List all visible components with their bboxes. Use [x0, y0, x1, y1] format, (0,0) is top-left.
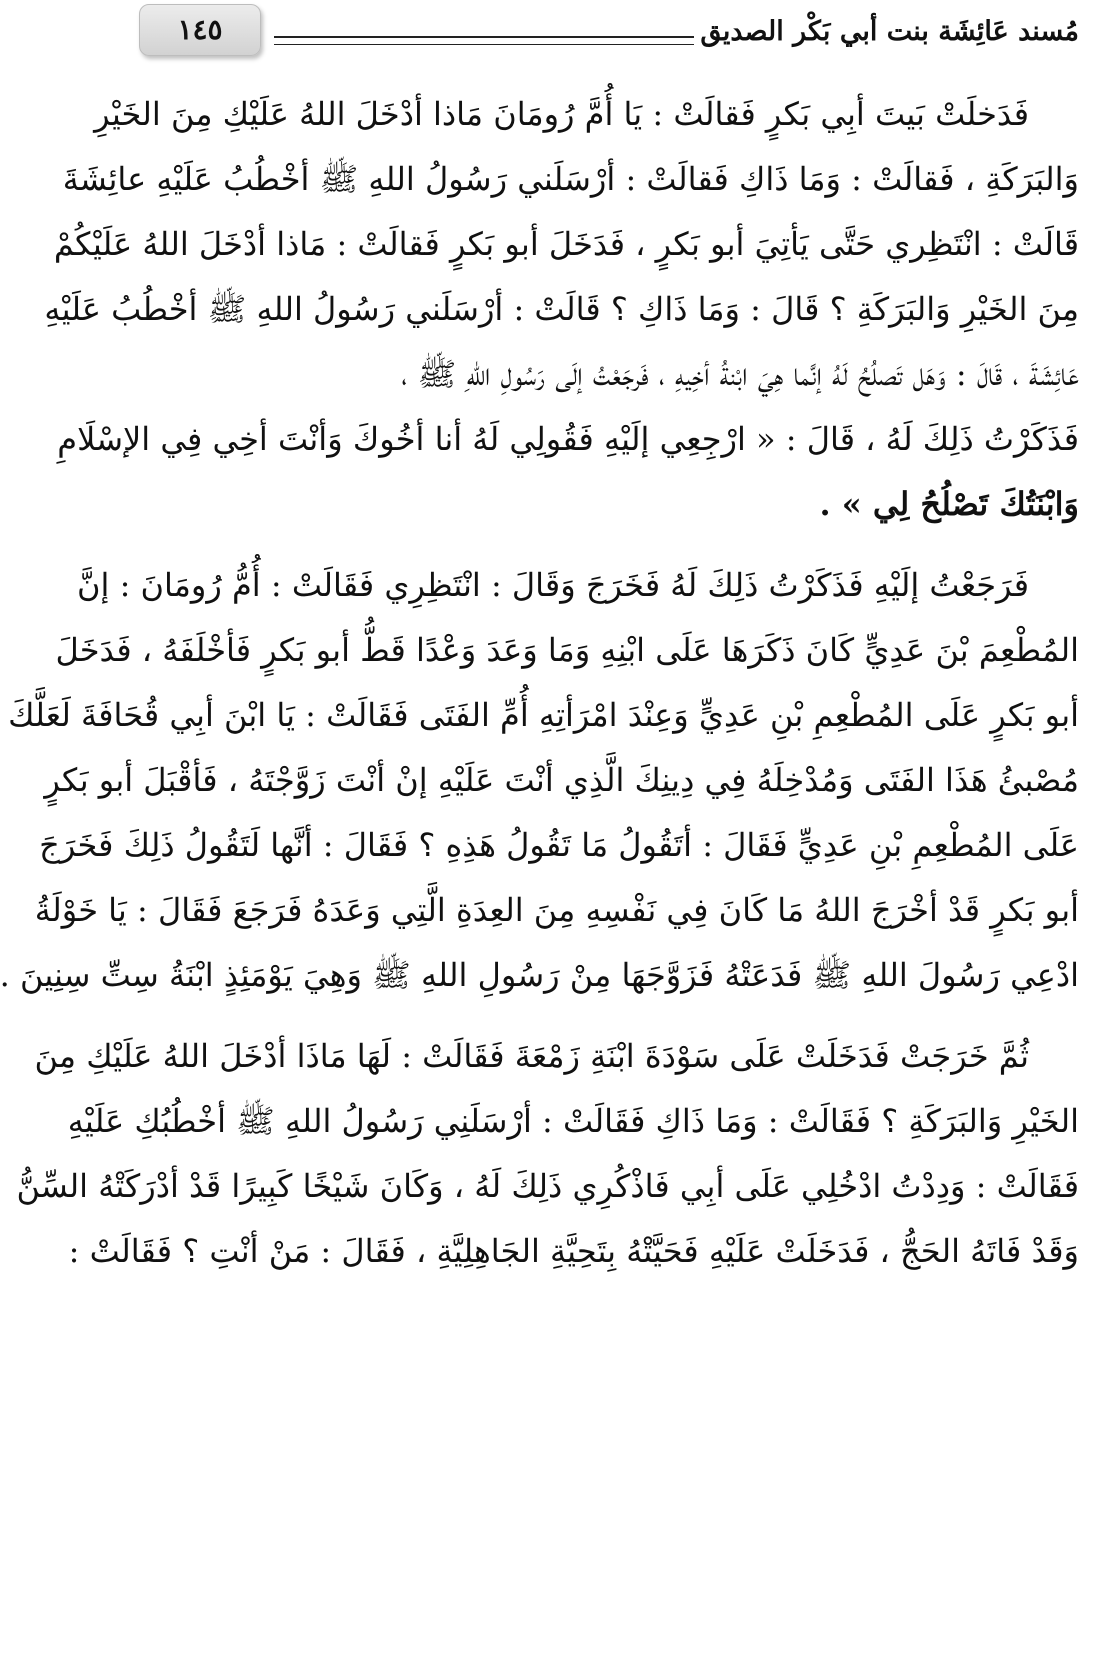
text-line: ثُمَّ خَرَجَتْ فَدَخَلَتْ عَلَى سَوْدَةَ ابْنَةِ زَمْعَةَ فَقَالَتْ : لَهَا مَاذَا أدْخَلَ اللهُ عَلَيْكِ مِنَ — [34, 1037, 1029, 1075]
text-line: فَدَخلَتْ بَيتَ أبِي بَكرٍ فَقالَتْ : يَا أُمَّ رُومَانَ مَاذا أدْخَلَ اللهُ عَلَيْكِ مِنَ الخَيْرِ — [94, 95, 1029, 133]
text-line: وَقَدْ فَاتَهُ الحَجُّ ، فَدَخَلَتْ عَلَيْهِ فَحَيَّتْهُ بِتَحِيَّةِ الجَاهِلِيَّةِ ، فَقَالَ : مَنْ أنْتِ ؟ فَقَالَتْ : — [68, 1232, 1079, 1270]
text-line: فَرَجَعْتُ إلَيْهِ فَذَكَرْتُ ذَلِكَ لَهُ فَخَرَجَ وَقَالَ : انْتَظِرِي فَقَالَتْ : أُمُّ رُومَانَ : إنَّ — [77, 566, 1029, 604]
text-line: عَلَى المُطْعِمِ بْنِ عَدِيٍّ فَقَالَ : أتَقُولُ مَا تَقُولُ هَذِهِ ؟ فَقَالَ : أنَّها لَتَقُولُ ذَلِكَ فَخَرَجَ — [39, 826, 1079, 864]
text-line: عَائِشَةَ ، قَالَ : وَهَل تَصلُحُ لَهُ إنَّما هِيَ ابْنةُ أخِيهِ ، فَرجَعْتُ إلَى رَسُولِ اللهِ ﷺ ، — [401, 355, 1079, 393]
header-rule — [274, 36, 694, 45]
text-line: ادْعِي رَسُولَ اللهِ ﷺ فَدَعَتْهُ فَزَوَّجَهَا مِنْ رَسُولِ اللهِ ﷺ وَهِيَ يَوْمَئِذٍ ابْنَةُ سِتِّ سِنِينَ . — [0, 956, 1079, 994]
text-line: المُطْعِمَ بْنَ عَدِيٍّ كَانَ ذَكَرَهَا عَلَى ابْنِهِ وَمَا وَعَدَ وَعْدًا قَطُّ أبو بَكرٍ فَأخْلَفَهُ ، فَدَخَلَ — [55, 631, 1079, 669]
text-line: فَذَكَرْتُ ذَلِكَ لَهُ ، قَالَ : « ارْجِعِي إلَيْهِ فَقُولِي لَهُ أنا أخُوكَ وَأنْتَ أخِي فِي الإسْلَامِ — [57, 420, 1079, 458]
page-number-badge: ١٤٥ — [139, 4, 261, 56]
text-line: وَابْنَتُكَ تَصْلُحُ لِي » . — [819, 485, 1079, 523]
text-line: الخَيْرِ وَالبَرَكَةِ ؟ فَقَالَتْ : وَمَا ذَاكِ فَقَالَتْ : أرْسَلَنِي رَسُولُ اللهِ ﷺ أخْطُبُكِ عَلَيْهِ — [67, 1102, 1079, 1140]
text-line: فَقَالَتْ : وَدِدْتُ ادْخُلِي عَلَى أبِي فَاذْكُرِي ذَلِكَ لَهُ ، وَكَانَ شَيْخًا كَبِيرًا قَدْ أدْرَكَتْهُ السِّنُّ — [16, 1167, 1079, 1205]
page-header — [129, 0, 1079, 68]
text-line: مُصْبئُ هَذَا الفَتَى وَمُدْخِلَهُ فِي دِينِكَ الَّذِي أنْتَ عَلَيْهِ إنْ أنْتَ زَوَّجْتَهُ ، فَأقْبَلَ أبو بَكرٍ — [44, 761, 1079, 799]
paragraph-3 — [16, 1024, 1079, 1284]
text-line: أبو بَكرٍ عَلَى المُطْعِمِ بْنِ عَدِيٍّ وَعِنْدَ امْرَأتِهِ أُمِّ الفَتَى فَقَالَتْ : يَا ابْنَ أبِي قُحَافَةَ لَعَلَّكَ — [8, 696, 1079, 734]
text-line: أبو بَكرٍ قَدْ أخْرَجَ اللهُ مَا كَانَ فِي نَفْسِهِ مِنَ العِدَةِ الَّتِي وَعَدَهُ فَرَجَعَ فَقَالَ : يَا خَوْلَةُ — [34, 891, 1079, 929]
text-line: قَالَتْ : انْتَظِري حَتَّى يَأتِيَ أبو بَكرٍ ، فَدَخَلَ أبو بَكرٍ فَقالَتْ : مَاذا أدْخَلَ اللهُ عَلَيْكُمْ — [53, 225, 1079, 263]
paragraph-1 — [44, 82, 1079, 537]
body-text — [0, 82, 1079, 1300]
text-line: مِنَ الخَيْرِ وَالبَرَكَةِ ؟ قَالَ : وَمَا ذَاكِ ؟ قَالَتْ : أرْسَلَني رَسُولُ اللهِ ﷺ أخْطُبُ عَلَيْهِ — [44, 290, 1079, 328]
running-title: مُسند عَائِشَة بنت أبي بَكْر الصديق — [700, 16, 1079, 47]
paragraph-2 — [0, 553, 1079, 1008]
text-line: وَالبَرَكَةِ ، فَقالَتْ : وَمَا ذَاكِ فَقالَتْ : أرْسَلَني رَسُولُ اللهِ ﷺ أخْطُبُ عَلَيْهِ عائِشَةَ — [62, 160, 1079, 198]
